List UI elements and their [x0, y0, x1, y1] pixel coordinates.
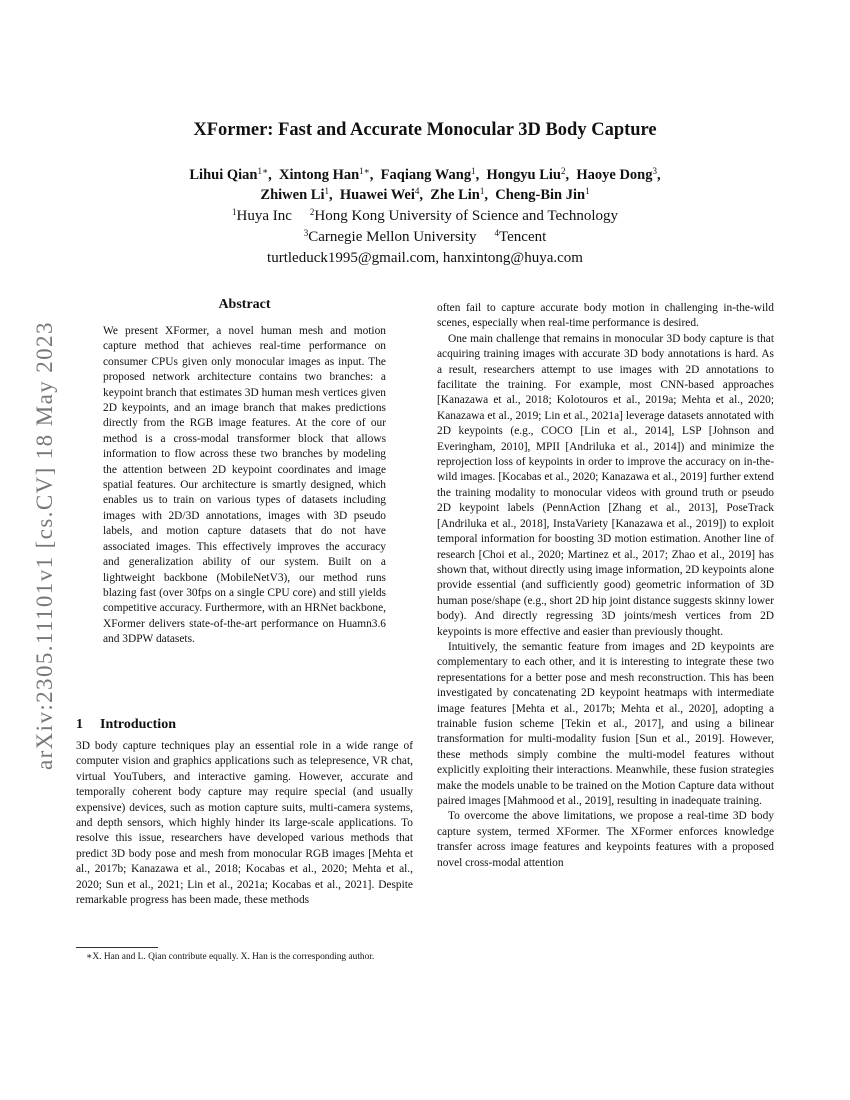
author-name: Xintong Han	[278, 167, 360, 183]
affiliation-mark: 4	[494, 228, 500, 238]
author-emails: turtleduck1995@gmail.com, hanxintong@huya.com	[267, 250, 583, 266]
paragraph: Intuitively, the semantic feature from images and 2D keypoints are complementary to each other, and it is interesting to integrate these two representations for a better pose and mesh reconstruction. This has been investigated by concatenating 2D keypoint heatmaps with intermediate image features [Mehta et al., 2017b; Mehta et al., 2020], adopting a trainable fusion scheme [Tekin et al., 2017], and using a bilinear transformation for multi-modality fusion [Sun et al., 2019]. However, these methods simply combine the multi-model features without explicitly exploiting their interactions. Meanwhile, these fusion strategies make the models unable to be trained on the Motion Capture data without paired images [Mahmood et al., 2019], resulting in inadequate training.	[437, 640, 774, 807]
author-name: Lihui Qian	[189, 167, 258, 183]
author-name: Huawei Wei	[339, 187, 415, 203]
author-name: Faqiang Wang	[380, 167, 472, 183]
author-mark: 4	[414, 186, 420, 196]
author-mark: 3	[652, 166, 657, 176]
author-mark: 1∗	[359, 166, 370, 176]
paragraph: To overcome the above limitations, we propose a real-time 3D body capture system, termed XFormer. The XFormer enforces knowledge transfer across image features and keypoints features with a proposed novel cross-modal attention	[437, 810, 774, 869]
affiliation-line-1	[100, 206, 750, 227]
author-mark: 1∗	[257, 166, 269, 176]
author-mark: 1	[479, 186, 485, 196]
author-line-1: Lihui Qian$^{1∗}$, Xintong Han$^{1∗}$, Faqiang Wang$^1$, Hongyu Liu$^2$, Haoye Dong$^3$,	[189, 166, 661, 183]
footnote: ∗X. Han and L. Qian contribute equally. X. Han is the corresponding author.	[86, 952, 375, 962]
section-title: Introduction	[100, 717, 176, 732]
affiliation: Huya Inc	[236, 208, 292, 224]
affiliation: Tencent	[499, 229, 547, 245]
author-name: Cheng-Bin Jin	[495, 187, 586, 203]
abstract-heading: Abstract	[218, 297, 271, 312]
affiliations	[100, 206, 750, 269]
author-mark: 2	[561, 166, 566, 176]
section-number: 1	[76, 717, 83, 732]
author-line-2: Zhiwen Li$^1$, Huawei Wei$^4$, Zhe Lin$^1$, Cheng-Bin Jin$^1$	[260, 186, 590, 203]
footnote-rule	[76, 947, 158, 948]
arxiv-identifier: arXiv:2305.11101v1 [cs.CV] 18 May 2023	[32, 321, 57, 770]
section-heading-introduction	[76, 717, 176, 733]
author-name: Hongyu Liu	[486, 167, 561, 183]
author-list	[100, 165, 750, 205]
affiliation-line-2	[100, 227, 750, 248]
author-name: Zhe Lin	[430, 187, 480, 203]
author-mark: 1	[585, 186, 590, 196]
intro-paragraph: 3D body capture techniques play an essential role in a wide range of computer vision and graphics applications such as telepresence, VR chat, virtual YouTubers, and interactive gaming. However, accurate and temporally coherent body capture may require special (and usually expensive) devices, such as motion capture suits, multi-camera systems, and depth sensors, which highly hinder its large-scale applications. To resolve this issue, researchers have developed various methods that predict 3D body pose and mesh from monocular RGB images [Mehta et al., 2017b; Kanazawa et al., 2018; Kocabas et al., 2020; Mehta et al., 2020; Sun et al., 2021; Lin et al., 2021a; Kocabas et al., 2021]. Despite remarkable progress has been made, these methods	[76, 740, 413, 907]
author-name: Zhiwen Li	[260, 187, 325, 203]
author-mark: 1	[471, 166, 476, 176]
abstract-text: We present XFormer, a novel human mesh and motion capture method that achieves real-time performance on consumer CPUs given only monocular images as input. The proposed network architecture contains two branches: a keypoint branch that estimates 3D human mesh vertices given 2D keypoints, and an image branch that makes predictions directly from the RGB image features. At the core of our method is a cross-modal transformer block that allows information to flow across these two branches by modeling the attention between 2D keypoint coordinates and image spatial features. Our architecture is smartly designed, which enables us to train on various types of datasets including images with 2D/3D annotations, images with 3D pseudo labels, and motion capture datasets that do not have associated images. This effectively improves the accuracy and generalization ability of our system. Built on a lightweight backbone (MobileNetV3), our method runs blazing fast (over 30fps on a single CPU core) and still yields competitive accuracy. Furthermore, with an HRNet backbone, XFormer delivers state-of-the-art performance on Huamn3.6 and 3DPW datasets.	[103, 325, 386, 646]
affiliation: Hong Kong University of Science and Technology	[314, 208, 619, 224]
affiliation-mark: 2	[309, 207, 315, 217]
affiliation-mark: 3	[303, 228, 309, 238]
right-column	[437, 301, 774, 871]
paragraph: One main challenge that remains in monocular 3D body capture is that acquiring training images with accurate 3D body annotations is hard. As a result, researchers attempt to use images with 2D annotations to facilitate the training. For example, most CNN-based approaches [Kanazawa et al., 2018; Kolotouros et al., 2019a; Mehta et al., 2020; Kanazawa et al., 2019; Lin et al., 2021a] leverage datasets annotated with 2D keypoints (e.g., COCO [Lin et al., 2014], LSP [Johnson and Everingham, 2010], MPII [Andriluka et al., 2014]) and minimize the reprojection loss of keypoints in order to improve the accuracy on in-the-wild images. [Kocabas et al., 2020; Kanazawa et al., 2019] further extend the training modality to monocular videos with ground truth or pseudo 2D keypoint labels (PennAction [Zhang et al., 2013], PoseTrack [Andriluka et al., 2018], InstaVariety [Kanazawa et al., 2019]) to exploit temporal information for boosting 3D motion estimation. Another line of research [Choi et al., 2020; Martinez et al., 2017; Zhao et al., 2019] has shown that, without directly using image information, 2D keypoints alone provide essential (and sufficiently good) geometric information of 3D human pose/shape (e.g., short 2D hip joint distance suggests skinny lower body). And directly regressing 3D joints/mesh vertices from 2D keypoints is more effective and easier than previously thought.	[437, 332, 774, 638]
affiliation: Carnegie Mellon University	[308, 229, 477, 245]
paragraph: often fail to capture accurate body motion in challenging in-the-wild scenes, especially when real-time performance is desired.	[437, 302, 774, 330]
author-mark: 1	[324, 186, 329, 196]
paper-title: XFormer: Fast and Accurate Monocular 3D Body Capture	[193, 120, 657, 140]
author-name: Haoye Dong	[576, 167, 653, 183]
affiliation-mark: 1	[231, 207, 237, 217]
